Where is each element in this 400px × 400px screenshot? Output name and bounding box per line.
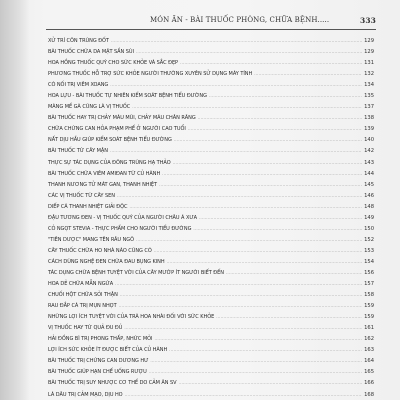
- toc-entry: [48, 300, 374, 311]
- toc-entry-page: 143: [364, 159, 374, 166]
- dot-leader: [136, 46, 362, 57]
- toc-entry: [48, 289, 374, 300]
- toc-entry: [48, 145, 374, 156]
- toc-entry-title: ĐẬU TƯƠNG ĐEN - VỊ THUỐC QUÝ CỦA NGƯỜI CHÂU Á XƯA: [48, 214, 197, 221]
- dot-leader: [209, 90, 362, 101]
- toc-entry-title: CHỮA CHỨNG CAN HỎA PHẠM PHẾ Ở NGƯỜI CAO TUỔI: [48, 126, 186, 133]
- toc-entry-title: HOA LỰU - BÀI THUỐC TỰ NHIÊN KIỂM SOÁT BỆNH TIỂU ĐƯỜNG: [48, 93, 207, 100]
- dot-leader: [120, 289, 362, 300]
- dot-leader: [174, 134, 362, 145]
- toc-entry-page: 144: [364, 170, 374, 177]
- dot-leader: [132, 101, 362, 112]
- toc-entry-title: NẤT DỊU HẦU GIÚP KIỂM SOÁT BỆNH TIỂU ĐƯỜNG: [48, 137, 172, 144]
- toc-entry-page: 163: [364, 347, 374, 354]
- dot-leader: [173, 157, 363, 168]
- toc-entry-page: 157: [364, 281, 374, 288]
- toc-entry-title: CÁC VỊ THUỐC TỪ CÂY SEN: [48, 192, 115, 199]
- toc-entry-page: 132: [364, 71, 374, 78]
- toc-entry: [48, 134, 374, 145]
- toc-entry: [48, 355, 374, 366]
- toc-entry-title: VỊ THUỐC HAY TỪ QUẢ ĐU ĐỦ: [48, 325, 123, 332]
- dot-leader: [125, 389, 363, 400]
- dot-leader: [179, 377, 363, 388]
- toc-entry-title: BÀI THUỐC TỪ CÂY MẬN: [48, 148, 108, 155]
- toc-entry: [48, 278, 374, 289]
- toc-entry-page: 154: [364, 258, 374, 265]
- toc-entry-page: 152: [364, 236, 374, 243]
- toc-entry-page: 165: [364, 369, 374, 376]
- toc-entry-title: CÓ NỐI TRỊ VIÊM XOANG: [48, 82, 109, 89]
- toc-entry-title: HOA DẺ CHỮA MẪN NGỨA: [48, 281, 114, 288]
- toc-entry-page: 168: [364, 391, 374, 398]
- binding-gutter: [0, 0, 30, 400]
- toc-entry-title: DIẾP CÁ THANH NHIỆT GIẢI ĐỘC: [48, 203, 128, 210]
- toc-entry-title: MÀNG MỀ GÀ CŨNG LÀ VỊ THUỐC: [48, 104, 131, 111]
- toc-entry-page: 159: [364, 314, 374, 321]
- dot-leader: [193, 223, 362, 234]
- toc-entry: [48, 256, 374, 267]
- toc-entry: [48, 201, 374, 212]
- toc-entry: [48, 223, 374, 234]
- toc-entry-page: 162: [364, 336, 374, 343]
- toc-entry: [48, 212, 374, 223]
- toc-entry: [48, 344, 374, 355]
- toc-entry-page: 129: [364, 38, 374, 44]
- toc-entry-page: 134: [364, 82, 374, 89]
- toc-entry-title: PHƯƠNG THUỐC HỖ TRỢ SỨC KHỎE NGƯỜI THƯỜNG XUYÊN SỬ DỤNG MÁY TÍNH: [48, 71, 253, 78]
- toc-entry: [48, 79, 374, 90]
- toc-entry-title: CÁCH DÙNG NGHỆ ĐEN CHỮA ĐAU BỤNG KINH: [48, 258, 165, 265]
- toc-entry-title: CHUỐI HỘT CHỮA SỎI THẬN: [48, 292, 118, 299]
- toc-entry-page: 164: [364, 358, 374, 365]
- toc-entry-page: 145: [364, 181, 374, 188]
- dot-leader: [162, 168, 362, 179]
- toc-entry: [48, 157, 374, 168]
- toc-entry: [48, 333, 374, 344]
- dot-leader: [199, 212, 362, 223]
- toc-entry-title: HOA HỒNG THUỐC QUÝ CHO SỨC KHỎE VÀ SẮC ĐẸP: [48, 60, 179, 67]
- dot-leader: [216, 311, 362, 322]
- toc-entry-page: 140: [364, 137, 374, 144]
- dot-leader: [110, 79, 362, 90]
- dot-leader: [110, 145, 362, 156]
- dot-leader: [188, 123, 362, 134]
- dot-leader: [111, 35, 362, 46]
- toc-entry-title: BÀI THUỐC GIÚP HẠN CHẾ UỐNG RƯỢU: [48, 369, 147, 376]
- toc-entry-page: 142: [364, 148, 374, 155]
- toc-entry-title: RAU ĐẮP CÁ TRỊ MỤN NHỌT: [48, 303, 117, 310]
- toc-entry-page: 138: [364, 115, 374, 122]
- dot-leader: [119, 300, 363, 311]
- toc-entry: [48, 46, 374, 57]
- toc-entry: [48, 322, 374, 333]
- running-title: MÓN ĂN - BÀI THUỐC PHÒNG, CHỮA BỆNH.....: [150, 16, 330, 24]
- header-rule: [46, 29, 376, 30]
- dot-leader: [154, 333, 362, 344]
- toc-entry-page: 153: [364, 247, 374, 254]
- toc-entry: [48, 377, 374, 388]
- toc-entry-title: LÁ DÂU TRỊ CẢM MẠO, DỊU HO: [48, 391, 123, 398]
- dot-leader: [136, 234, 362, 245]
- toc-entry-page: 161: [364, 325, 374, 332]
- toc-entry-title: CỎ NGỌT STEVIA - THỰC PHẨM CHO NGƯỜI TIỂU ĐƯỜNG: [48, 225, 192, 232]
- toc-entry-title: BÀI THUỐC CHỮA VIÊM AMIĐAN TỪ CỦ HÀNH: [48, 170, 161, 177]
- toc-entry: [48, 234, 374, 245]
- toc-entry: [48, 123, 374, 134]
- dot-leader: [129, 201, 362, 212]
- toc-entry-page: 150: [364, 225, 374, 232]
- toc-entry-title: CÂY THUỐC CHỮA HO NHÀ NÀO CŨNG CÓ: [48, 247, 152, 254]
- toc-entry: [48, 389, 374, 400]
- toc-entry: [48, 179, 374, 190]
- toc-entry-title: HẢI ĐỒNG BÌ TRỊ PHONG THẤP, NHỨC MỎI: [48, 336, 153, 343]
- toc-entry: [48, 245, 374, 256]
- toc-entry-title: LỢI ÍCH SỨC KHỎE ÍT ĐƯỢC BIẾT CỦA CỦ HÀNH: [48, 347, 168, 354]
- toc-entry: [48, 101, 374, 112]
- toc-entry-title: TÁC DỤNG CHỮA BỆNH TUYỆT VỜI CỦA CÂY MƯỚP ÍT NGƯỜI BIẾT ĐẾN: [48, 269, 224, 276]
- toc-entry-title: BÀI THUỐC TRỊ CHỨNG CAN DƯƠNG HƯ: [48, 358, 149, 365]
- toc-entry-title: XỬ TRÍ CÔN TRÙNG ĐỐT: [48, 38, 109, 44]
- toc-entry-page: 148: [364, 203, 374, 210]
- dot-leader: [149, 366, 362, 377]
- toc-entry-title: "TIÊN DƯỢC" MANG TÊN RÂU NGÔ: [48, 236, 134, 243]
- toc-entry-page: 135: [364, 93, 374, 100]
- dot-leader: [154, 245, 362, 256]
- table-of-contents: [48, 35, 374, 400]
- dot-leader: [159, 179, 362, 190]
- toc-entry-page: 131: [364, 60, 374, 67]
- toc-entry-page: 149: [364, 214, 374, 221]
- toc-entry-title: BÀI THUỐC TRỊ SUY NHƯỢC CƠ THỂ DO CẢM ĂN SV: [48, 380, 177, 387]
- toc-entry: [48, 190, 374, 201]
- toc-entry: [48, 112, 374, 123]
- toc-entry: [48, 168, 374, 179]
- dot-leader: [124, 322, 362, 333]
- toc-entry: [48, 90, 374, 101]
- dot-leader: [169, 344, 362, 355]
- toc-entry-title: NHỮNG LỢI ÍCH TUYỆT VỜI CỦA TRÀ HOA NHÀI ĐỐI VỚI SỨC KHỎE: [48, 314, 215, 321]
- toc-entry-page: 129: [364, 49, 374, 56]
- dot-leader: [117, 190, 362, 201]
- toc-entry-page: 156: [364, 269, 374, 276]
- running-header: [150, 14, 376, 26]
- dot-leader: [198, 112, 362, 123]
- toc-entry-page: 139: [364, 126, 374, 133]
- toc-entry-page: 159: [364, 303, 374, 310]
- toc-entry: [48, 57, 374, 68]
- toc-entry-page: 158: [364, 292, 374, 299]
- toc-entry-title: BÀI THUỐC HAY TRỊ CHẢY MÁU MŨI, CHẢY MÁU CHÂN RĂNG: [48, 115, 196, 122]
- toc-entry: [48, 366, 374, 377]
- dot-leader: [167, 256, 363, 267]
- toc-entry-page: 146: [364, 192, 374, 199]
- dot-leader: [226, 267, 362, 278]
- dot-leader: [150, 355, 362, 366]
- toc-entry: [48, 68, 374, 79]
- toc-entry-page: 166: [364, 380, 374, 387]
- toc-entry-title: BÀI THUỐC CHỮA DA MẶT SẦN SÙI: [48, 49, 134, 56]
- dot-leader: [115, 278, 362, 289]
- toc-entry-page: 137: [364, 104, 374, 111]
- toc-entry: [48, 311, 374, 322]
- toc-entry: [48, 35, 374, 46]
- dot-leader: [180, 57, 362, 68]
- dot-leader: [254, 68, 362, 79]
- toc-entry-title: THANH NƯƠNG TỬ MÁT GAN, THANH NHIỆT: [48, 181, 158, 188]
- toc-entry: [48, 267, 374, 278]
- page-number: 333: [360, 15, 376, 25]
- toc-entry-title: THỰC SỰ TÁC DỤNG CỦA ĐÔNG TRÙNG HẠ THẢO: [48, 159, 171, 166]
